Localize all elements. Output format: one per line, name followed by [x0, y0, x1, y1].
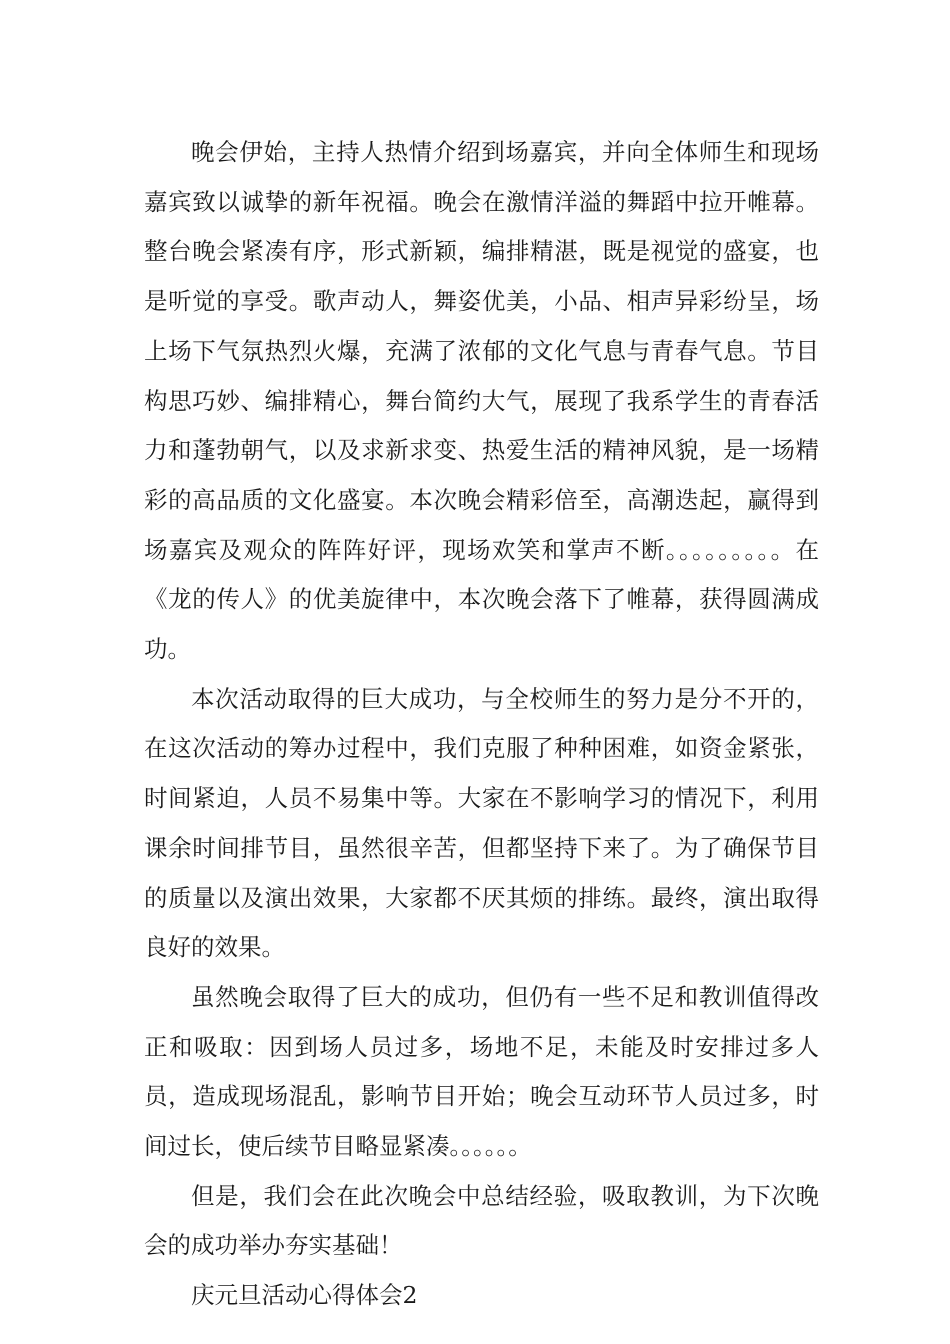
document-body — [144, 128, 819, 1321]
section-heading: 庆元旦活动心得体会2 — [191, 1281, 418, 1310]
paragraph-4: 但是，我们会在此次晚会中总结经验，吸取教训，为下次晚会的成功举办夯实基础！ — [144, 1181, 819, 1260]
paragraph-1: 晚会伊始，主持人热情介绍到场嘉宾，并向全体师生和现场嘉宾致以诚挚的新年祝福。晚会在激情洋溢的舞蹈中拉开帷幕。整台晚会紧凑有序，形式新颖，编排精湛，既是视觉的盛宴，也是听觉的享受。歌声动人，舞姿优美，小品、相声异彩纷呈，场上场下气氛热烈火爆，充满了浓郁的文化气息与青春气息。节目构思巧妙、编排精心，舞台简约大气，展现了我系学生的青春活力和蓬勃朝气，以及求新求变、热爱生活的精神风貌，是一场精彩的高品质的文化盛宴。本次晚会精彩倍至，高潮迭起，赢得到场嘉宾及观众的阵阵好评，现场欢笑和掌声不断。。。。。。。。。在《龙的传人》的优美旋律中，本次晚会落下了帷幕，获得圆满成功。 — [144, 138, 819, 664]
paragraph-3: 虽然晚会取得了巨大的成功，但仍有一些不足和教训值得改正和吸取：因到场人员过多，场地不足，未能及时安排过多人员，造成现场混乱，影响节目开始；晚会互动环节人员过多，时间过长，使后续节目略显紧凑。。。。。。 — [144, 982, 819, 1161]
paragraph-2: 本次活动取得的巨大成功，与全校师生的努力是分不开的，在这次活动的筹办过程中，我们克服了种种困难，如资金紧张，时间紧迫，人员不易集中等。大家在不影响学习的情况下，利用课余时间排节目，虽然很辛苦，但都坚持下来了。为了确保节目的质量以及演出效果，大家都不厌其烦的排练。最终，演出取得良好的效果。 — [144, 684, 819, 962]
